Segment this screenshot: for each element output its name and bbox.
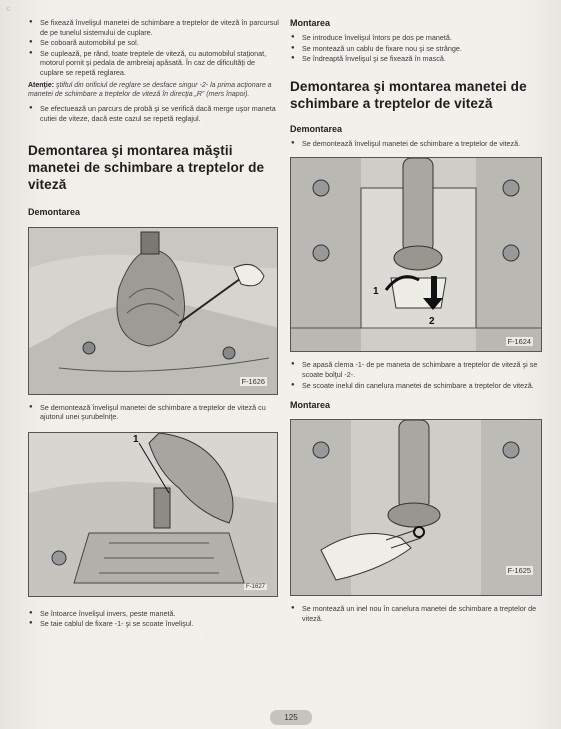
figure-label: F-1627 bbox=[245, 583, 265, 590]
figure-label: F-1625 bbox=[507, 566, 531, 576]
list-item: ● Se taie cablul de fixare -1- şi se scoate învelişul. bbox=[28, 619, 280, 629]
warning-text: ştiftul din orificiul de reglare se desface singur -2- la prima acţionare a manetei de schimbare a treptelor de viteză în direcţia „R” (mers înapoi). bbox=[28, 81, 272, 98]
list-item: ● Se apasă clema -1- de pe maneta de schimbare a treptelor de viteză şi se scoate bolţul -2-. bbox=[290, 360, 545, 379]
subheading-montarea: Montarea bbox=[290, 400, 331, 411]
test-drive-bullet bbox=[28, 104, 280, 123]
figure-f1624 bbox=[290, 157, 542, 352]
list-item: ● Se scoate inelul din canelura manetei de schimbare a treptelor de viteză. bbox=[290, 381, 545, 391]
figure-drawing bbox=[29, 228, 278, 395]
list-item: ● Se întoarce învelişul invers, peste manetă. bbox=[28, 609, 280, 619]
subheading-montarea: Montarea bbox=[290, 18, 331, 28]
fig1-bullet bbox=[28, 403, 280, 422]
subheading-demontarea: Demontarea bbox=[28, 206, 81, 217]
figure-drawing bbox=[291, 158, 542, 352]
list-item: ● Se coboară automobilul pe sol. bbox=[28, 38, 280, 48]
fig4-bullet-list bbox=[290, 604, 545, 623]
list-item: ● Se fixează învelişul manetei de schimbare a treptelor de viteză în parcursul de pe tunelul sistemului de cuplare. bbox=[28, 18, 280, 37]
page-number: 125 bbox=[270, 710, 312, 725]
section-title-lever: Demontarea şi montarea manetei de schimbare a treptelor de viteză bbox=[290, 78, 527, 111]
callout-2: 2 bbox=[429, 316, 435, 328]
demontarea-bullet-list bbox=[290, 139, 545, 149]
figure-f1627 bbox=[28, 432, 278, 597]
list-item: ● Se demontează învelişul manetei de schimbare a treptelor de viteză. bbox=[290, 139, 545, 149]
figure-drawing bbox=[29, 433, 278, 597]
watermark: c bbox=[6, 4, 11, 13]
list-item: ● Se demontează învelişul manetei de schimbare a treptelor de viteză cu ajutorul unei şurubelniţe. bbox=[28, 403, 280, 422]
subheading-demontarea: Demontarea bbox=[290, 123, 343, 134]
section-title-mask: Demontarea şi montarea măştii manetei de schimbare a treptelor de viteză bbox=[28, 142, 265, 192]
figure-f1626 bbox=[28, 227, 278, 395]
montarea-bullet-list bbox=[290, 33, 545, 64]
end-bullet-list bbox=[28, 609, 280, 629]
list-item: ● Se montează un cablu de fixare nou şi se strânge. bbox=[290, 44, 545, 54]
intro-bullet-list bbox=[28, 18, 280, 78]
callout-1: 1 bbox=[373, 286, 379, 298]
list-item: ● Se montează un inel nou în canelura manetei de schimbare a treptelor de viteză. bbox=[290, 604, 545, 623]
callout-1: 1 bbox=[133, 433, 139, 445]
list-item: ● Se îndreaptă învelişul şi se fixează în mască. bbox=[290, 54, 545, 64]
fig3-bullet-list bbox=[290, 360, 545, 390]
figure-drawing bbox=[291, 420, 542, 596]
figure-f1625 bbox=[290, 419, 542, 596]
warning-note bbox=[28, 81, 280, 100]
left-column bbox=[28, 18, 280, 630]
list-item: ● Se introduce învelişul întors pe dos pe manetă. bbox=[290, 33, 545, 43]
figure-label: F-1624 bbox=[507, 337, 531, 347]
figure-label: F-1626 bbox=[241, 376, 265, 386]
list-item: ● Se cuplează, pe rând, toate treptele de viteză, cu automobilul staţionat, motorul pornit şi pedala de ambreiaj apăsată. În caz de dificultăţi de cuplare se repetă reglarea. bbox=[28, 49, 280, 78]
list-item: ● Se efectuează un parcurs de probă şi se verifică dacă merge uşor maneta cutiei de viteze, dacă este cazul se repetă reglajul. bbox=[28, 104, 280, 123]
right-column bbox=[290, 18, 545, 624]
warning-label: Atenţie: bbox=[28, 81, 55, 89]
